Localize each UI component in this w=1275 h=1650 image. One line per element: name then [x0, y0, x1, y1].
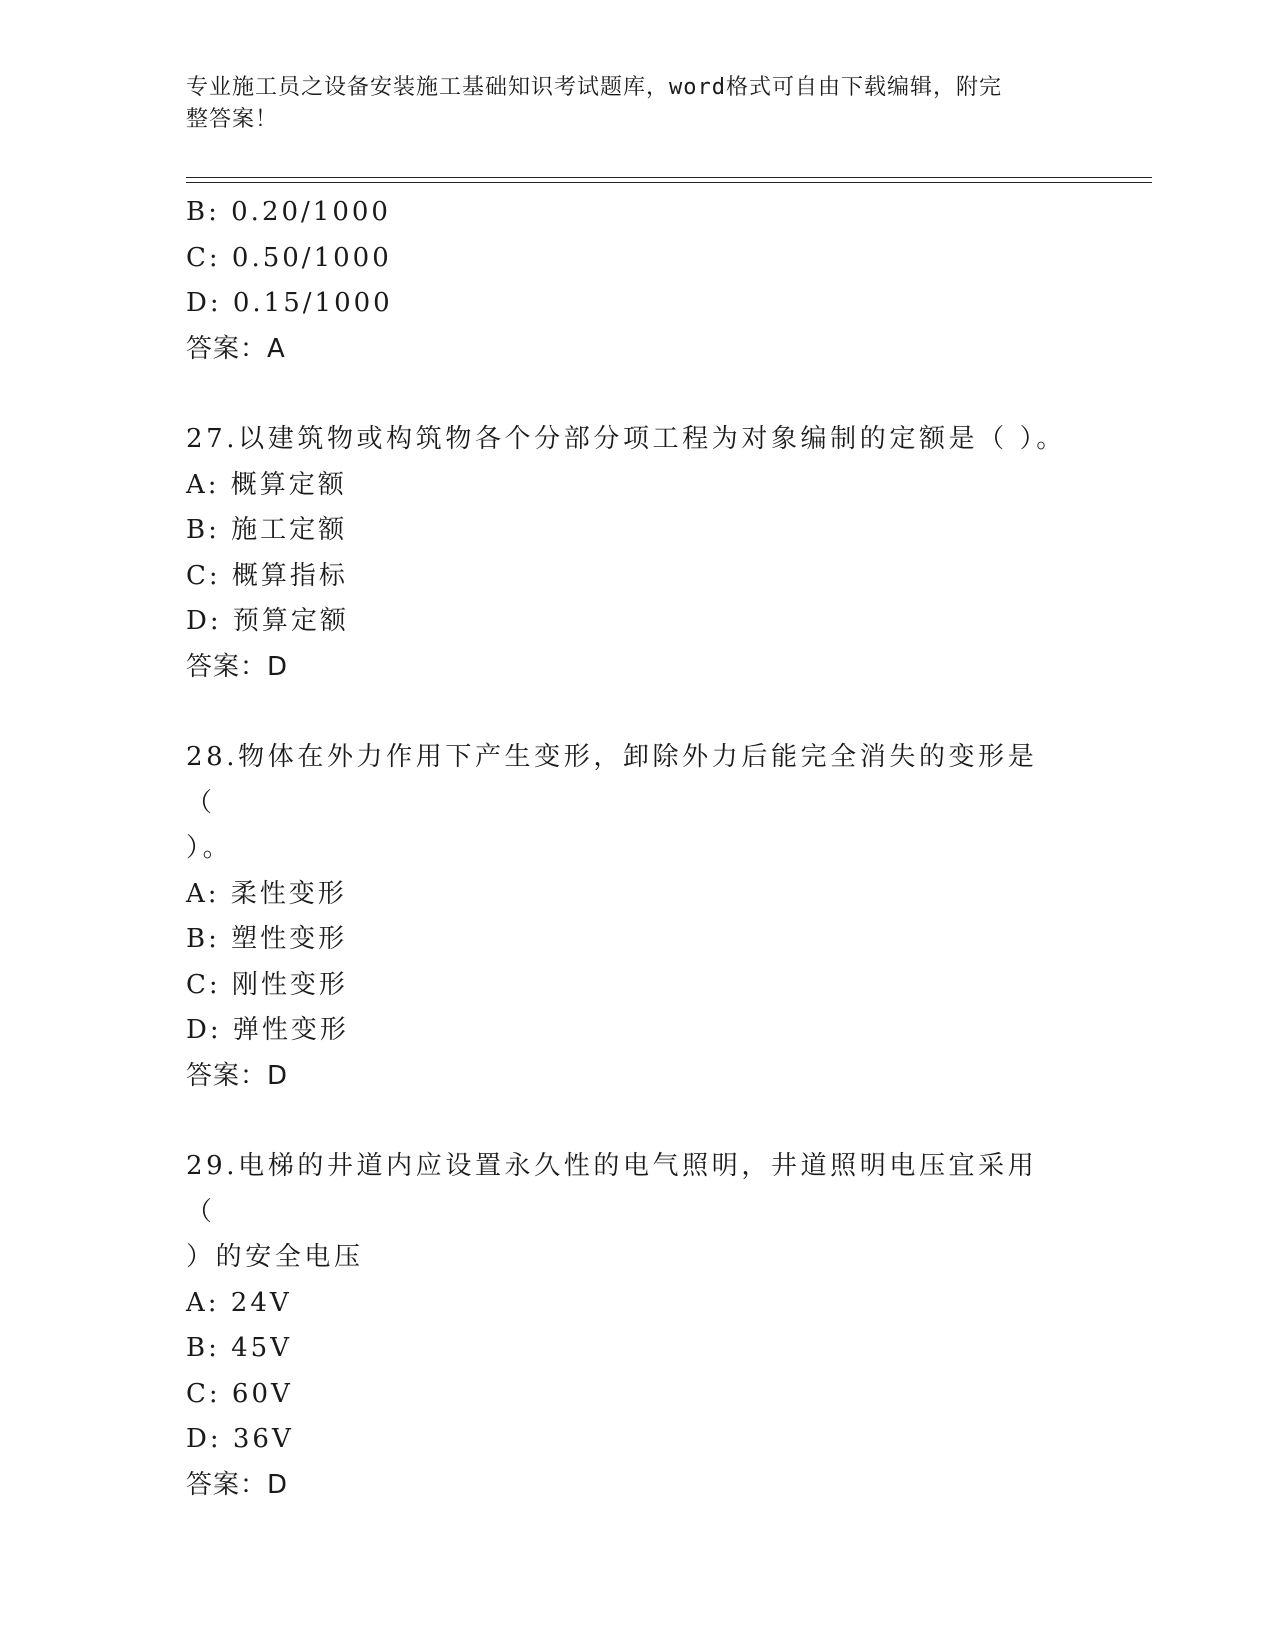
question-block-29: [186, 1144, 1066, 1508]
question-stem-line-2: ）。: [186, 833, 233, 863]
option-c: C: 刚性变形: [186, 969, 348, 1000]
option-c: C: 概算指标: [186, 560, 348, 591]
header-divider-top: [186, 177, 1152, 178]
answer-line: 答案：D: [186, 651, 289, 682]
question-block-prev: [186, 190, 1066, 372]
option-c: C: 60V: [186, 1378, 293, 1409]
question-stem-line-2: ）的安全电压: [186, 1242, 364, 1272]
answer-line: 答案：A: [186, 333, 286, 364]
spacer: [186, 1099, 1066, 1144]
option-c: C: 0.50/1000: [186, 242, 392, 273]
document-header: [186, 72, 1066, 136]
spacer: [186, 690, 1066, 735]
option-a: A: 概算定额: [186, 469, 347, 500]
option-d: D: 0.15/1000: [186, 288, 393, 318]
option-b: B: 塑性变形: [186, 924, 348, 954]
option-d: D: 预算定额: [186, 606, 349, 636]
option-a: A: 24V: [186, 1287, 292, 1318]
option-b: B: 0.20/1000: [186, 197, 391, 227]
answer-line: 答案：D: [186, 1060, 289, 1091]
question-stem-line-1: 28.物体在外力作用下产生变形，卸除外力后能完全消失的变形是（: [186, 742, 1038, 818]
question-block-28: [186, 735, 1066, 1099]
answer-line: 答案：D: [186, 1469, 289, 1500]
question-block-27: [186, 417, 1066, 690]
header-divider-bottom: [186, 182, 1152, 183]
question-stem-line-1: 29.电梯的井道内应设置永久性的电气照明，井道照明电压宜采用（: [186, 1151, 1038, 1227]
option-b: B: 施工定额: [186, 515, 348, 545]
option-a: A: 柔性变形: [186, 878, 347, 909]
question-stem: 27.以建筑物或构筑物各个分部分项工程为对象编制的定额是（ ）。: [186, 424, 1066, 454]
option-d: D: 弹性变形: [186, 1015, 349, 1045]
header-title-line-1: 专业施工员之设备安装施工基础知识考试题库，word格式可自由下载编辑，附完: [186, 75, 1002, 100]
header-title-line-2: 整答案！: [186, 107, 279, 132]
spacer: [186, 372, 1066, 417]
option-b: B: 45V: [186, 1333, 292, 1363]
option-d: D: 36V: [186, 1424, 294, 1454]
question-list: [186, 190, 1066, 1508]
